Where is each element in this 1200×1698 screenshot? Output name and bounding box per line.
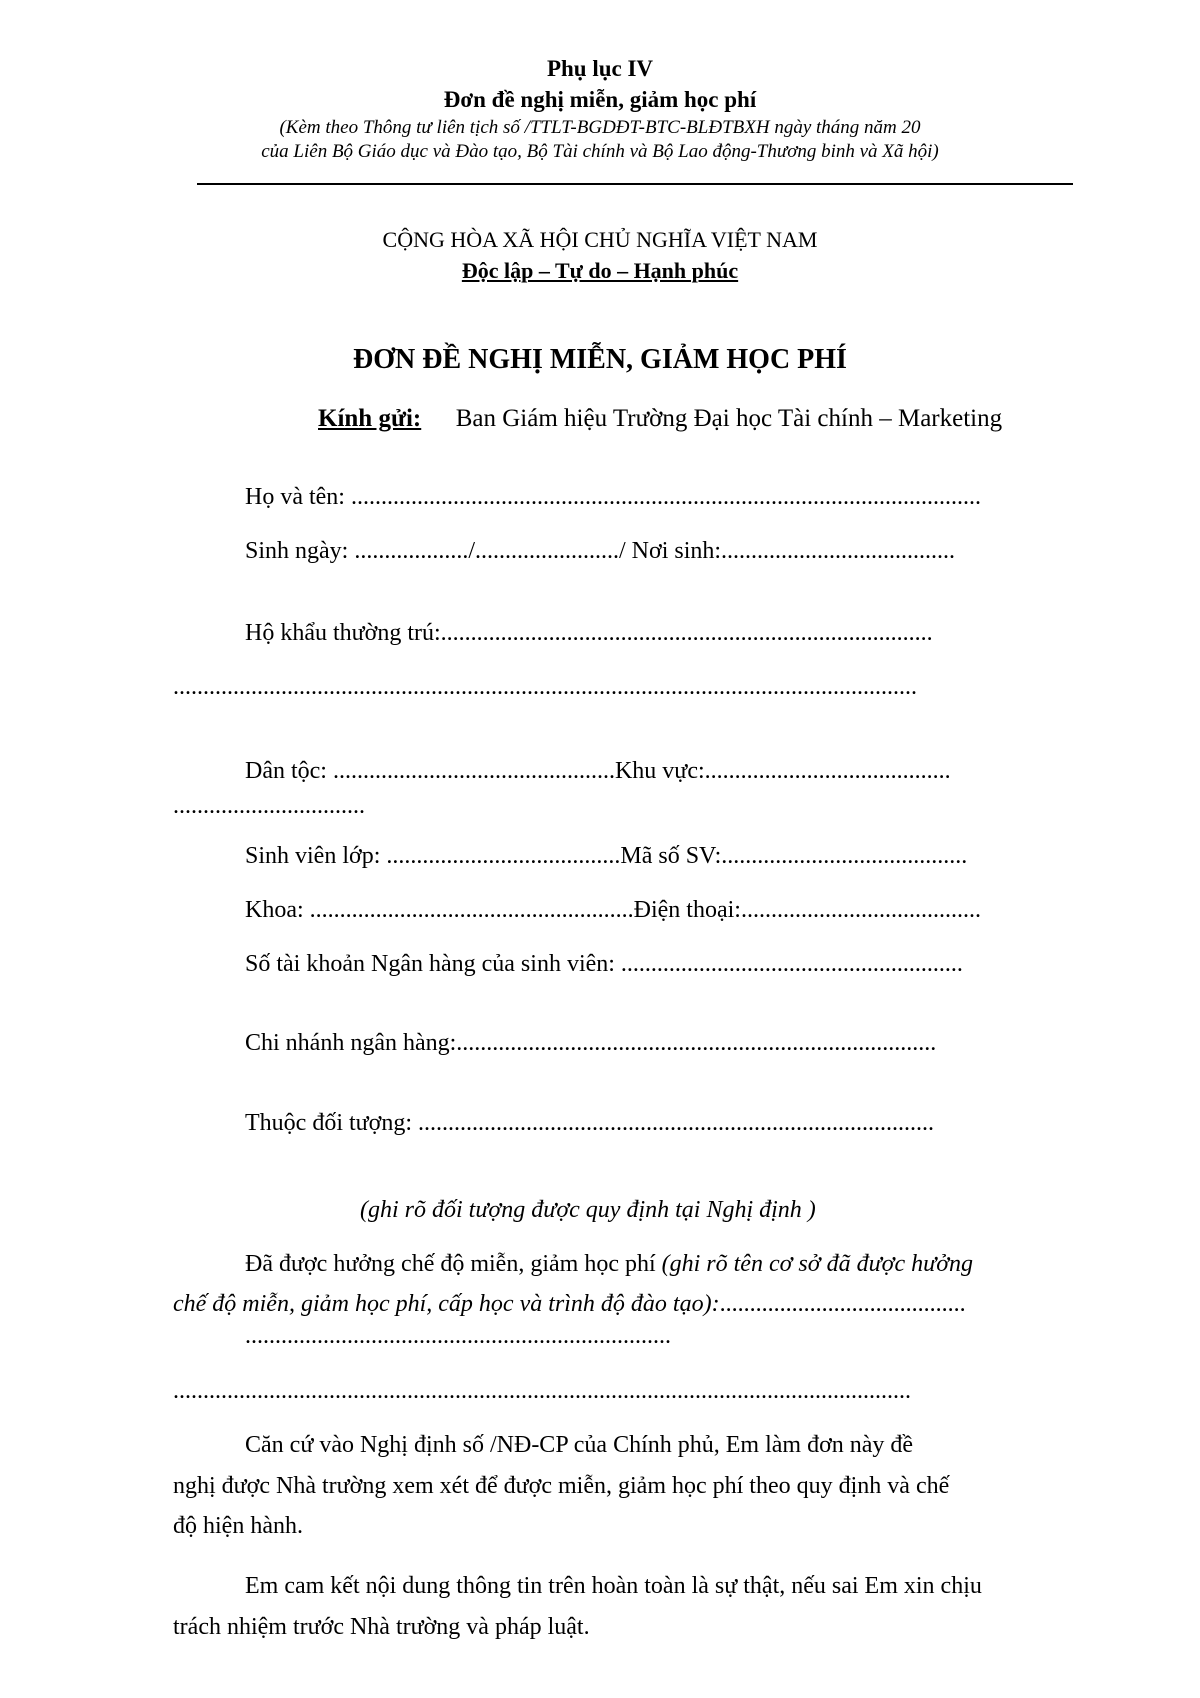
field-ethnicity-cont: ................................	[173, 793, 365, 819]
received-text: Đã được hưởng chế độ miễn, giảm học phí	[245, 1251, 662, 1277]
received-line-3: .......................................................................	[245, 1323, 671, 1349]
received-note-cont: chế độ miễn, giảm học phí, cấp học và trình độ đào tạo):	[173, 1291, 720, 1317]
paragraph-1-line-3: độ hiện hành.	[173, 1513, 303, 1539]
field-class: Sinh viên lớp: .......................................Mã số SV:.........................................	[245, 843, 968, 869]
field-residence-cont: ............................................................................................................................	[173, 674, 917, 700]
field-ethnicity: Dân tộc: ...............................................Khu vực:.........................................	[245, 758, 951, 784]
recipient-line	[318, 405, 1002, 433]
country-name: CỘNG HÒA XÃ HỘI CHỦ NGHĨA VIỆT NAM	[382, 227, 818, 252]
field-faculty: Khoa: ......................................................Điện thoại:........................................	[245, 897, 981, 923]
motto: Độc lập – Tự do – Hạnh phúc	[461, 258, 739, 283]
paragraph-2-line-1: Em cam kết nội dung thông tin trên hoàn toàn là sự thật, nếu sai Em xin chịu	[245, 1573, 982, 1599]
paragraph-2-line-2: trách nhiệm trước Nhà trường và pháp luật.	[173, 1614, 590, 1640]
received-dots: .........................................	[719, 1291, 966, 1317]
paragraph-1-line-1: Căn cứ vào Nghị định số /NĐ-CP của Chính phủ, Em làm đơn này đề	[245, 1432, 914, 1458]
field-dob: Sinh ngày: .................../......................../ Nơi sinh:.......................................	[245, 538, 956, 564]
received-line-4: ...........................................................................................................................	[173, 1378, 911, 1404]
received-line-1	[245, 1251, 973, 1278]
field-category: Thuộc đối tượng: ......................................................................................	[245, 1110, 935, 1136]
category-note: (ghi rõ đối tượng được quy định tại Nghị định )	[360, 1197, 816, 1223]
form-name: Đơn đề nghị miễn, giảm học phí	[443, 87, 757, 112]
field-bank-account: Số tài khoản Ngân hàng của sinh viên: .........................................................	[245, 951, 963, 977]
paragraph-1-line-2: nghị được Nhà trường xem xét để được miễn, giảm học phí theo quy định và chế	[173, 1473, 950, 1499]
page-title: ĐƠN ĐỀ NGHỊ MIỄN, GIẢM HỌC PHÍ	[353, 344, 847, 375]
recipient-label: Kính gửi:	[318, 405, 422, 432]
reference-line-2: của Liên Bộ Giáo dục và Đào tạo, Bộ Tài chính và Bộ Lao động-Thương binh và Xã hội)	[261, 141, 939, 162]
header-divider	[197, 183, 1073, 185]
field-residence: Hộ khẩu thường trú:..................................................................................	[245, 620, 933, 646]
recipient-value: Ban Giám hiệu Trường Đại học Tài chính – Marketing	[455, 405, 1003, 432]
appendix-label: Phụ lục IV	[546, 56, 654, 81]
received-line-2	[173, 1291, 966, 1318]
field-name: Họ và tên: .........................................................................................................	[245, 484, 981, 510]
received-note: (ghi rõ tên cơ sở đã được hưởng	[661, 1251, 974, 1277]
reference-line-1: (Kèm theo Thông tư liên tịch số /TTLT-BGDĐT-BTC-BLĐTBXH ngày tháng năm 20	[279, 117, 921, 138]
field-bank-branch: Chi nhánh ngân hàng:................................................................................	[245, 1030, 937, 1056]
